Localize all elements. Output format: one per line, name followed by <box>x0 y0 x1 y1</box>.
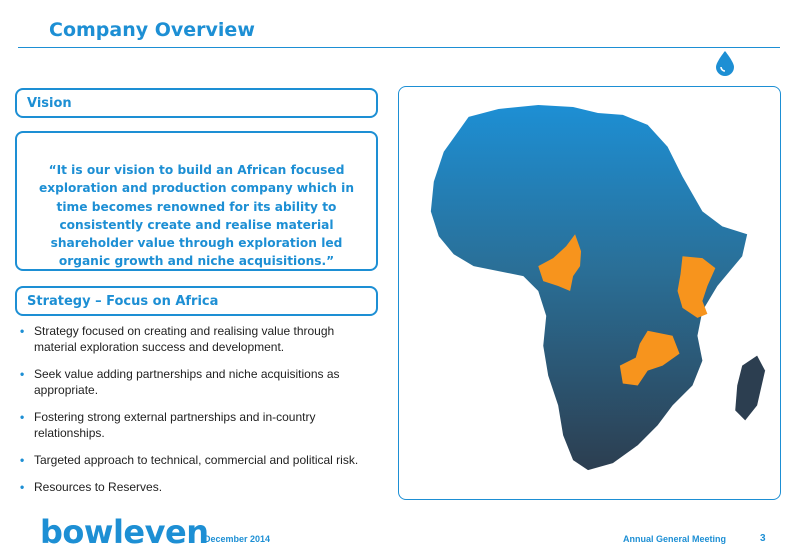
bullet-icon: • <box>20 452 25 467</box>
footer-event: Annual General Meeting <box>623 534 727 544</box>
africa-map-box <box>398 86 781 500</box>
africa-map <box>399 87 780 499</box>
vision-label: Vision <box>27 96 72 111</box>
list-item <box>18 480 378 496</box>
bullet-text: Fostering strong external partnerships and in-country relationships. <box>34 409 316 440</box>
title-divider <box>18 47 780 48</box>
bullet-icon: • <box>20 409 25 424</box>
vision-quote: “It is our vision to build an African focused exploration and production company which in time becomes renowned for its ability to consistently create and realise material shareholder value through exploration led organic growth and niche acquisitions.” <box>38 163 355 269</box>
list-item <box>18 367 378 399</box>
bullet-text: Strategy focused on creating and realising value through material exploration success and development. <box>34 324 335 354</box>
bullet-icon: • <box>20 324 25 338</box>
strategy-bullet-list <box>18 324 378 507</box>
vision-quote-box <box>15 131 378 271</box>
bullet-text: Seek value adding partnerships and niche acquisitions as appropriate. <box>34 366 340 397</box>
footer-date: December 2014 <box>204 534 271 544</box>
list-item <box>18 453 378 469</box>
bowleven-logo: bowleven <box>40 513 209 551</box>
strategy-header-box <box>15 286 378 316</box>
strategy-label: Strategy – Focus on Africa <box>27 294 219 309</box>
water-drop-icon <box>714 50 736 76</box>
list-item <box>18 410 378 442</box>
bullet-text: Targeted approach to technical, commercial and political risk. <box>34 452 359 467</box>
madagascar-landmass <box>735 356 765 421</box>
list-item <box>18 324 378 356</box>
bullet-icon: • <box>20 479 25 494</box>
page-title: Company Overview <box>49 19 255 41</box>
vision-header-box <box>15 88 378 118</box>
bullet-text: Resources to Reserves. <box>34 479 163 494</box>
page-number: 3 <box>760 533 766 544</box>
bullet-icon: • <box>20 366 25 381</box>
